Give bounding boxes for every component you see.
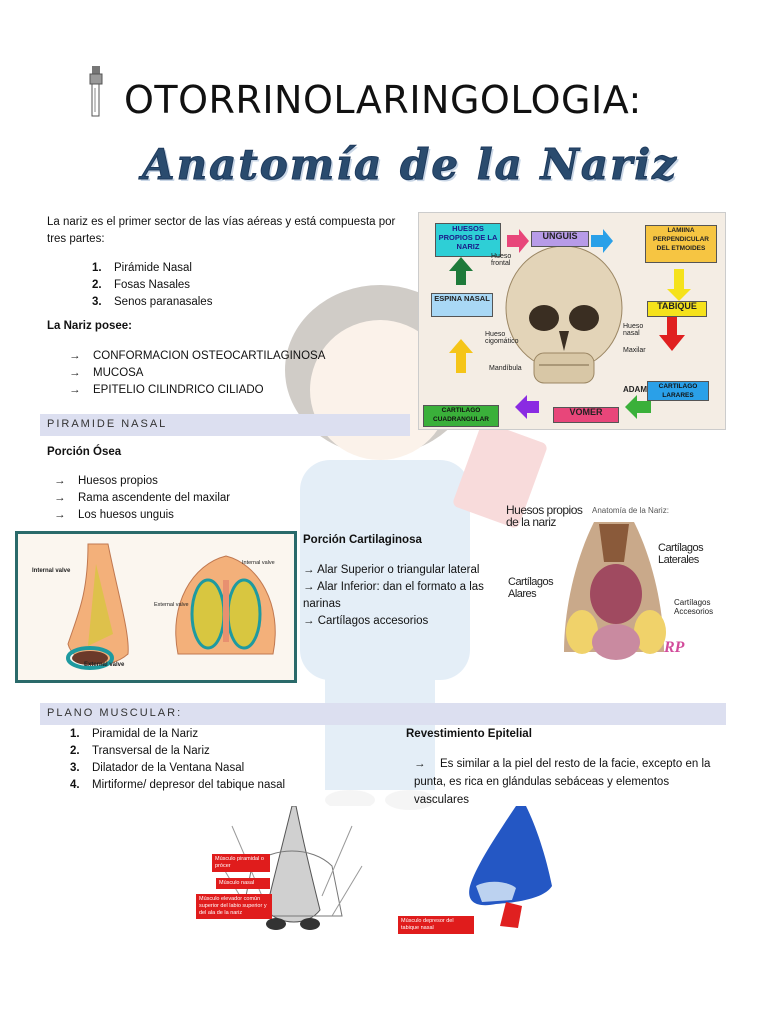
- osea-list: [54, 473, 230, 524]
- list-item: → Cartílagos accesorios: [303, 615, 429, 627]
- section-title: PLANO MUSCULAR:: [47, 707, 183, 719]
- list-item: → Alar Superior o triangular lateral: [303, 564, 480, 576]
- parts-list: [92, 260, 212, 311]
- label-elevador: Músculo elevador común superior del labio superior y del ala de la nariz: [196, 894, 272, 919]
- list-item: → Los huesos unguis: [54, 509, 174, 521]
- label-mandibula: Mandíbula: [489, 365, 522, 372]
- label-depresor: Músculo depresor del tabique nasal: [398, 916, 474, 934]
- label-external-valve-2: External valve: [154, 602, 189, 608]
- section-band-muscular: [40, 703, 726, 725]
- list-item: 3. Dilatador de la Ventana Nasal: [70, 762, 245, 774]
- label-cartilago-larares: CARTILAGO LARARES: [647, 381, 709, 401]
- cartilaginosa-heading: Porción Cartilaginosa: [303, 534, 422, 546]
- list-item: 2. Fosas Nasales: [92, 279, 191, 291]
- label-espina-nasal: ESPINA NASAL: [431, 293, 493, 317]
- list-item: → Huesos propios: [54, 475, 158, 487]
- label-unguis: UNGUIS: [531, 231, 589, 247]
- list-item: → Alar Inferior: dan el formato a las narinas: [303, 581, 484, 610]
- osea-heading: Porción Ósea: [47, 446, 122, 458]
- label-hueso-nasal: Hueso nasal: [623, 323, 644, 337]
- label-lamina: LAMIINA PERPENDICULAR DEL ETMOIDES: [645, 225, 717, 263]
- posee-list: [69, 348, 325, 399]
- label-cartilagos-laterales: Cartílagos Laterales: [658, 542, 704, 566]
- intro-text: La nariz es el primer sector de las vías aéreas y está compuesta por tres partes:: [47, 216, 396, 245]
- label-vomer: VOMER: [553, 407, 619, 423]
- list-item: → EPITELIO CILINDRICO CILIADO: [69, 384, 264, 396]
- label-internal-valve: Internal valve: [32, 568, 71, 574]
- label-cartilagos-accesorios: Cartílagos Accesorios: [674, 598, 714, 616]
- label-maxilar: Maxilar: [623, 347, 646, 354]
- muscle-list: [70, 726, 285, 794]
- list-item: 1. Pirámide Nasal: [92, 262, 192, 274]
- posee-heading: La Nariz posee:: [47, 320, 132, 332]
- epitelial-heading: Revestimiento Epitelial: [406, 728, 532, 740]
- section-title: PIRAMIDE NASAL: [47, 418, 168, 430]
- label-tabique: TABIQUE: [647, 301, 707, 317]
- label-piramidal: Músculo piramidal o prócer: [212, 854, 270, 872]
- label-cartilago-cuadrangular: CARTILAGO CUADRANGULAR: [423, 405, 499, 427]
- list-item: 2. Transversal de la Nariz: [70, 745, 210, 757]
- list-item: 1. Piramidal de la Nariz: [70, 728, 199, 740]
- epitelial-item: → Es similar a la piel del resto de la facie, excepto en la punta, es rica en glándulas sebáceas y elementos vasculares: [414, 758, 711, 806]
- page-title: OTORRINOLARINGOLOGIA:: [124, 78, 642, 122]
- cartilaginosa-list: [303, 562, 503, 630]
- muscle-profile-diagram: [396, 806, 566, 946]
- muscle-front-illustration: [192, 806, 388, 946]
- adam-watermark: ADAM: [623, 385, 647, 394]
- cartilage-diagram: [504, 502, 726, 670]
- label-hueso-cigomatico: Hueso cigomático: [485, 331, 519, 345]
- label-internal-valve-2: Internal valve: [242, 560, 275, 566]
- list-item: → CONFORMACION OSTEOCARTILAGINOSA: [69, 350, 326, 362]
- label-external-valve: External valve: [84, 662, 125, 668]
- list-item: 3. Senos paranasales: [92, 296, 213, 308]
- list-item: → MUCOSA: [69, 367, 144, 379]
- list-item: → Rama ascendente del maxilar: [54, 492, 231, 504]
- otoscope-icon: [84, 66, 106, 118]
- page-subtitle: Anatomía de la Nariz: [142, 140, 679, 189]
- label-huesos-propios-nariz: Huesos propios de la nariz: [506, 503, 583, 529]
- label-huesos-propios: HUESOS PROPIOS DE LA NARIZ: [435, 223, 501, 257]
- section-band-piramide: [40, 414, 410, 436]
- label-nasal: Músculo nasal: [216, 878, 270, 889]
- muscle-front-diagram: [192, 806, 388, 946]
- label-cartilagos-alares: Cartílagos Alares: [508, 576, 554, 600]
- list-item: 4. Mirtiforme/ depresor del tabique nasal: [70, 779, 286, 791]
- nasal-valve-diagram: [15, 531, 297, 683]
- cartilage-title: Anatomía de la Nariz:: [592, 506, 669, 515]
- label-hueso-frontal: Hueso frontal: [491, 253, 512, 267]
- svg-text:RP: RP: [664, 639, 685, 656]
- skull-diagram: [418, 212, 726, 430]
